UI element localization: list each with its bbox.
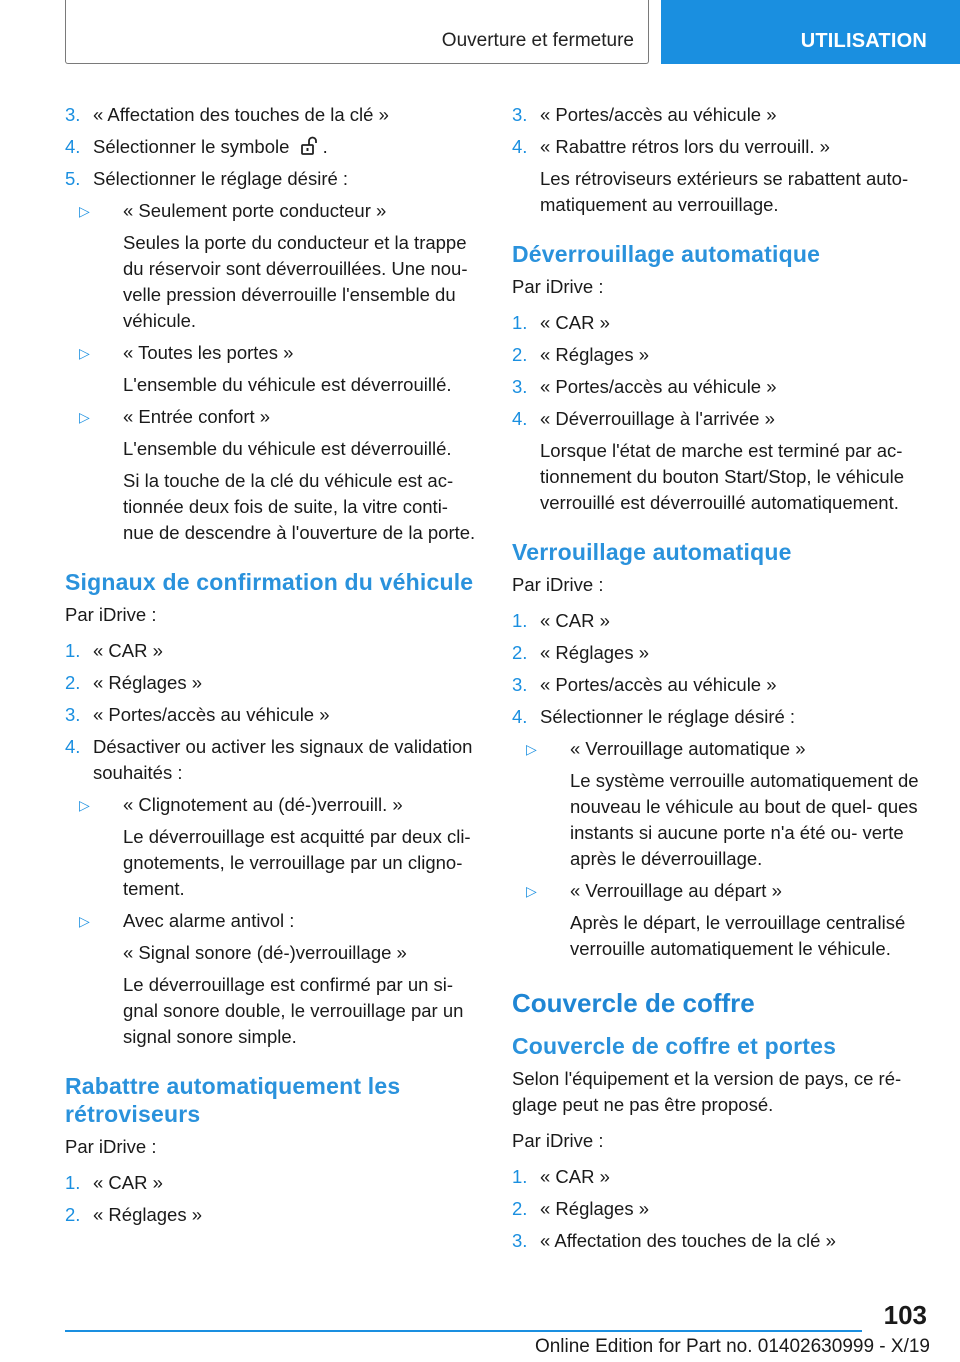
list-item: 4. Sélectionner le symbole . [65, 136, 328, 157]
triangle-bullet-icon: ▷ [79, 203, 90, 219]
footer-divider [65, 1330, 862, 1332]
intro-text: Par iDrive : [65, 604, 157, 625]
list-item: 1. « CAR » [65, 640, 163, 661]
triangle-bullet-icon: ▷ [79, 797, 90, 813]
left-column [65, 102, 480, 1234]
option-bullet: ▷ Avec alarme antivol : [65, 908, 480, 934]
list-item: 2. « Réglages » [512, 642, 650, 663]
option-desc: Le déverrouillage est confirmé par un si- gnal sonore double, le verrouillage par un signal sonore simple. [123, 974, 464, 1047]
list-item: 1. « CAR » [512, 610, 610, 631]
triangle-bullet-icon: ▷ [526, 741, 537, 757]
option-desc: Le déverrouillage est acquitté par deux cli- gnotements, le verrouillage par un cligno- tement. [123, 826, 471, 899]
list-item: 2. « Réglages » [512, 1198, 650, 1219]
header-frame [65, 0, 649, 64]
list-item: 3. « Portes/accès au véhicule » [512, 376, 777, 397]
option-bullet: ▷ « Seulement porte conducteur » [65, 198, 480, 224]
option-desc: Seules la porte du conducteur et la trappe du réservoir sont déverrouillées. Une nou- velle pression déverrouille l'ensemble du véhicule. [123, 232, 468, 331]
triangle-bullet-icon: ▷ [79, 409, 90, 425]
list-item: 2. « Réglages » [65, 672, 203, 693]
list-item: 2. « Réglages » [65, 1204, 203, 1225]
intro-text: Par iDrive : [512, 1130, 604, 1151]
section-heading: Déverrouillage automatique [512, 241, 821, 267]
list-item: 1. « CAR » [65, 1172, 163, 1193]
option-bullet: ▷ « Toutes les portes » [65, 340, 480, 366]
section-tab-label: UTILISATION [800, 29, 927, 52]
unlock-icon [299, 136, 319, 156]
section-heading: Signaux de confirmation du véhicule [65, 569, 474, 595]
list-item: 3. « Portes/accès au véhicule » [512, 104, 777, 125]
triangle-bullet-icon: ▷ [79, 913, 90, 929]
step-desc: Lorsque l'état de marche est terminé par ac- tionnement du bouton Start/Stop, le véhicule verrouillé est déverrouillé automatiquement. [540, 440, 905, 513]
triangle-bullet-icon: ▷ [79, 345, 90, 361]
page-number: 103 [883, 1300, 927, 1330]
list-item: 4. « Déverrouillage à l'arrivée » [512, 408, 775, 429]
option-bullet: ▷ « Entrée confort » [65, 404, 480, 430]
list-item: 4. « Rabattre rétros lors du verrouill. » [512, 136, 830, 157]
list-item: 1. « CAR » [512, 1166, 610, 1187]
section-heading: Couvercle de coffre et portes [512, 1033, 837, 1059]
section-tab [661, 0, 960, 64]
paragraph: Selon l'équipement et la version de pays, ce ré- glage peut ne pas être proposé. [512, 1068, 902, 1115]
section-heading: Verrouillage automatique [512, 539, 792, 565]
option-desc: Après le départ, le verrouillage centralisé verrouille automatiquement le véhicule. [570, 912, 906, 959]
option-desc: Si la touche de la clé du véhicule est ac- tionnée deux fois de suite, la vitre conti- nue de descendre à l'ouverture de la porte. [123, 470, 476, 543]
header-title: Ouverture et fermeture [441, 30, 634, 51]
option-desc: « Signal sonore (dé-)verrouillage » [123, 942, 407, 963]
step-desc: Les rétroviseurs extérieurs se rabattent auto- matiquement au verrouillage. [540, 168, 909, 215]
section-heading: Rabattre automatiquement les rétroviseurs [65, 1073, 401, 1127]
list-item: 5. Sélectionner le réglage désiré : [65, 168, 349, 189]
intro-text: Par iDrive : [512, 276, 604, 297]
list-item: 4. Sélectionner le réglage désiré : [512, 706, 796, 727]
option-desc: Le système verrouille automatiquement de nouveau le véhicule au bout de quel- ques instants si aucune porte n'a été ou- verte après le déverrouillage. [570, 770, 919, 869]
list-item: 3. « Portes/accès au véhicule » [65, 704, 330, 725]
chapter-heading: Couvercle de coffre [512, 988, 755, 1018]
triangle-bullet-icon: ▷ [526, 883, 537, 899]
option-desc: L'ensemble du véhicule est déverrouillé. [123, 374, 452, 395]
right-column [512, 102, 927, 1260]
option-bullet: ▷ « Verrouillage au départ » [512, 878, 927, 904]
option-bullet: ▷ « Verrouillage automatique » [512, 736, 927, 762]
intro-text: Par iDrive : [65, 1136, 157, 1157]
footer-edition: Online Edition for Part no. 01402630999 - X/19 [534, 1336, 930, 1357]
list-item: 4. Désactiver ou activer les signaux de validation souhaités : [65, 736, 473, 783]
list-item: 2. « Réglages » [512, 344, 650, 365]
option-desc: L'ensemble du véhicule est déverrouillé. [123, 438, 452, 459]
intro-text: Par iDrive : [512, 574, 604, 595]
option-bullet: ▷ « Clignotement au (dé-)verrouill. » [65, 792, 480, 818]
list-item: 3. « Affectation des touches de la clé » [65, 104, 389, 125]
list-item: 3. « Portes/accès au véhicule » [512, 674, 777, 695]
list-item: 1. « CAR » [512, 312, 610, 333]
list-item: 3. « Affectation des touches de la clé » [512, 1230, 836, 1251]
